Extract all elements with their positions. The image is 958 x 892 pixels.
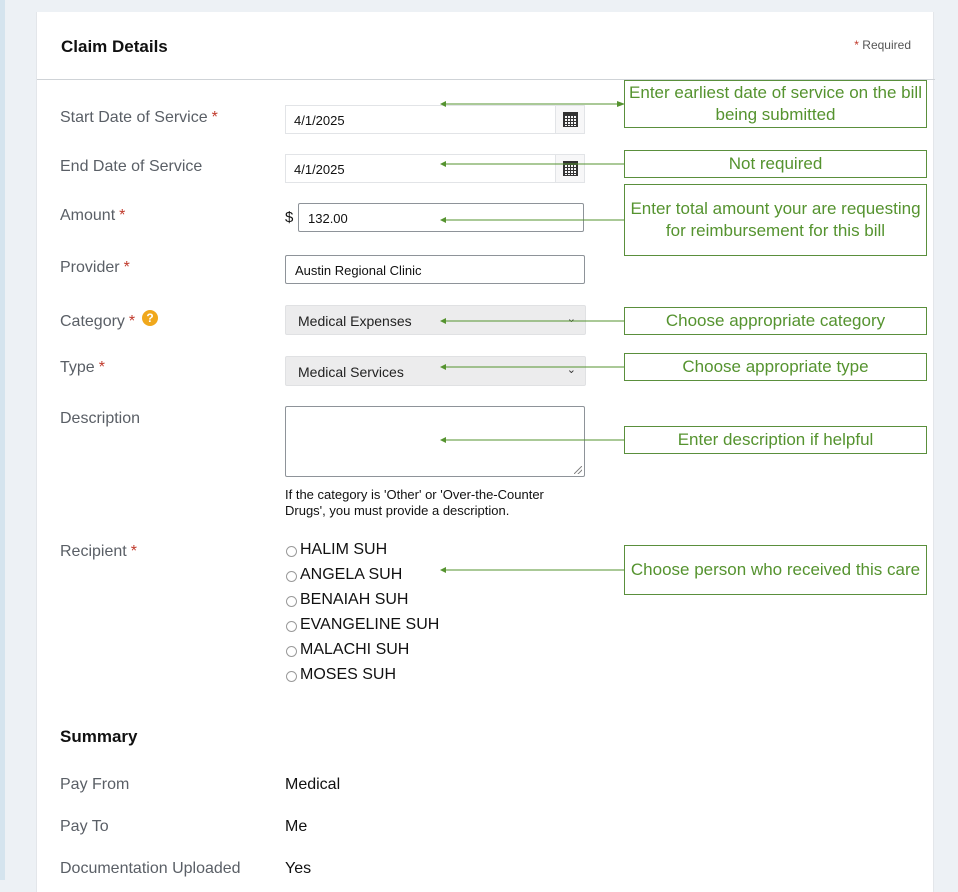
callout-category: Choose appropriate category [624,307,927,335]
start-date-value: 4/1/2025 [294,113,345,128]
summary-label: Documentation Uploaded [60,860,241,877]
required-star: * [854,38,859,52]
callout-recipient: Choose person who received this care [624,545,927,595]
recipient-option-label: MALACHI SUH [300,641,410,658]
required-star: * [98,359,105,376]
required-star: * [119,207,126,224]
summary-value: Yes [285,860,312,877]
end-date-value: 4/1/2025 [294,162,345,177]
callout-amount: Enter total amount your are requesting for reimbursement for this bill [624,184,927,256]
type-value: Medical Services [298,364,404,380]
arrowhead [440,217,446,223]
arrowhead [440,437,446,443]
callout-description: Enter description if helpful [624,426,927,454]
summary-label: Pay To [60,818,109,835]
category-value: Medical Expenses [298,313,412,329]
category-label-text: Category [60,313,125,330]
summary-value: Medical [285,776,341,793]
arrowhead [440,161,446,167]
required-star: * [123,259,130,276]
recipient-option-label: MOSES SUH [300,666,397,683]
required-star: * [128,313,136,330]
recipient-option-label: ANGELA SUH [300,566,403,583]
help-icon[interactable]: ? [142,310,158,326]
summary-label: Pay From [60,776,130,793]
description-helper-text: If the category is 'Other' or 'Over-the-Counter Drugs', you must provide a description. [285,487,544,518]
type-label-text: Type [60,359,95,376]
summary-title: Summary [60,727,138,746]
provider-label-text: Provider [60,259,120,276]
start-date-label-text: Start Date of Service [60,109,208,126]
arrowhead [440,318,446,324]
callout-end-date: Not required [624,150,927,178]
arrowhead [440,364,446,370]
arrowhead [440,101,446,107]
amount-label-text: Amount [60,207,116,224]
callout-start-date: Enter earliest date of service on the bill being submitted [624,80,927,128]
recipient-option-label: EVANGELINE SUH [300,616,440,633]
required-star: * [211,109,218,126]
amount-value: 132.00 [308,211,348,226]
chevron-down-icon: ⌄ [566,364,576,376]
callout-type: Choose appropriate type [624,353,927,381]
required-star: * [130,543,137,560]
recipient-label-text: Recipient [60,543,127,560]
end-date-label-text: End Date of Service [60,158,203,175]
arrowhead [440,567,446,573]
required-note-text: Required [862,38,911,52]
summary-value: Me [285,818,308,835]
currency-symbol: $ [285,209,294,226]
chevron-down-icon: ⌄ [566,313,576,325]
provider-value: Austin Regional Clinic [295,263,422,278]
page-title: Claim Details [61,37,168,56]
recipient-option-label: BENAIAH SUH [300,591,409,608]
recipient-option-label: HALIM SUH [300,541,388,558]
description-label-text: Description [60,410,141,427]
